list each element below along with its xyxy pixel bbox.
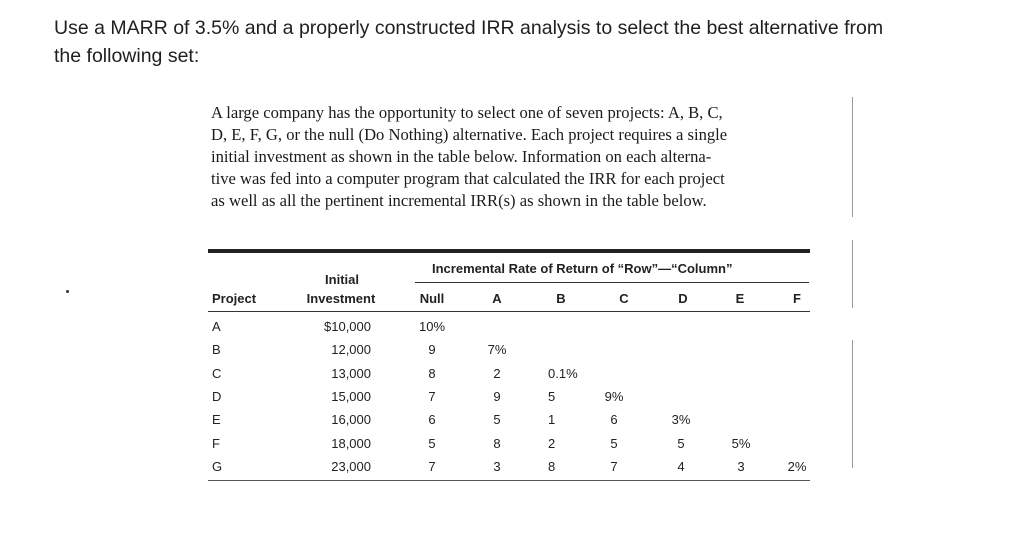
row-project-label: A (212, 319, 221, 334)
row-investment: 16,000 (331, 412, 371, 427)
table-top-rule (208, 249, 810, 253)
header-col-a: A (492, 291, 502, 306)
row-investment: $10,000 (324, 319, 371, 334)
rate-cell: 5 (677, 436, 685, 451)
header-col-null: Null (419, 291, 445, 306)
scan-margin-line (852, 240, 853, 308)
rate-cell: 8 (548, 459, 556, 474)
rate-cell: 3 (737, 459, 745, 474)
table-bottom-rule (208, 480, 810, 481)
row-investment: 12,000 (331, 342, 371, 357)
scan-margin-line (852, 340, 853, 468)
rate-cell: 3% (671, 412, 691, 427)
paragraph-line: as well as all the pertinent incremental IRR(s) as shown in the table below. (211, 191, 707, 210)
rate-cell: 5 (548, 389, 556, 404)
row-investment: 15,000 (331, 389, 371, 404)
rate-cell: 1 (548, 412, 556, 427)
rate-cell: 9 (428, 342, 436, 357)
rate-cell: 10% (418, 319, 446, 334)
row-project-label: D (212, 389, 222, 404)
rate-cell: 2 (548, 436, 556, 451)
rate-cell: 2% (787, 459, 807, 474)
row-investment: 18,000 (331, 436, 371, 451)
header-investment: Investment (306, 291, 376, 306)
header-col-e: E (735, 291, 745, 306)
rate-cell: 9 (493, 389, 501, 404)
header-initial: Initial (325, 272, 359, 287)
paragraph-line: A large company has the opportunity to select one of seven projects: A, B, C, (211, 103, 723, 122)
header-col-b: B (556, 291, 566, 306)
incremental-header-rule (415, 282, 809, 283)
row-project-label: E (212, 412, 221, 427)
scan-margin-line (852, 97, 853, 217)
prompt-line-1: Use a MARR of 3.5% and a properly constructed IRR analysis to select the best alternative from (54, 17, 884, 39)
rate-cell: 5 (493, 412, 501, 427)
row-project-label: G (212, 459, 223, 474)
rate-cell: 4 (677, 459, 685, 474)
rate-cell: 5 (610, 436, 618, 451)
rate-cell: 2 (493, 366, 501, 381)
rate-cell: 6 (610, 412, 618, 427)
rate-cell: 6 (428, 412, 436, 427)
rate-cell: 3 (493, 459, 501, 474)
header-project: Project (212, 291, 257, 306)
prompt-line-2: the following set: (54, 45, 200, 67)
rate-cell: 7 (610, 459, 618, 474)
bullet-dot (66, 290, 69, 293)
rate-cell: 0.1% (548, 366, 578, 381)
header-col-f: F (793, 291, 801, 306)
header-col-d: D (678, 291, 688, 306)
question-prompt (54, 14, 984, 70)
row-investment: 23,000 (331, 459, 371, 474)
row-project-label: B (212, 342, 221, 357)
rate-cell: 9% (604, 389, 624, 404)
row-project-label: F (212, 436, 220, 451)
rate-cell: 5% (731, 436, 751, 451)
row-project-label: C (212, 366, 222, 381)
header-col-c: C (619, 291, 629, 306)
rate-cell: 8 (428, 366, 436, 381)
problem-paragraph (211, 102, 811, 212)
paragraph-line: initial investment as shown in the table below. Information on each alterna- (211, 147, 712, 166)
paragraph-line: tive was fed into a computer program that calculated the IRR for each project (211, 169, 725, 188)
rate-cell: 7 (428, 389, 436, 404)
rate-cell: 8 (493, 436, 501, 451)
rate-cell: 5 (428, 436, 436, 451)
rate-cell: 7 (428, 459, 436, 474)
row-investment: 13,000 (331, 366, 371, 381)
rate-cell: 7% (487, 342, 507, 357)
paragraph-line: D, E, F, G, or the null (Do Nothing) alternative. Each project requires a single (211, 125, 728, 144)
incremental-header: Incremental Rate of Return of “Row”—“Column” (432, 261, 733, 276)
header-rule (208, 311, 810, 312)
